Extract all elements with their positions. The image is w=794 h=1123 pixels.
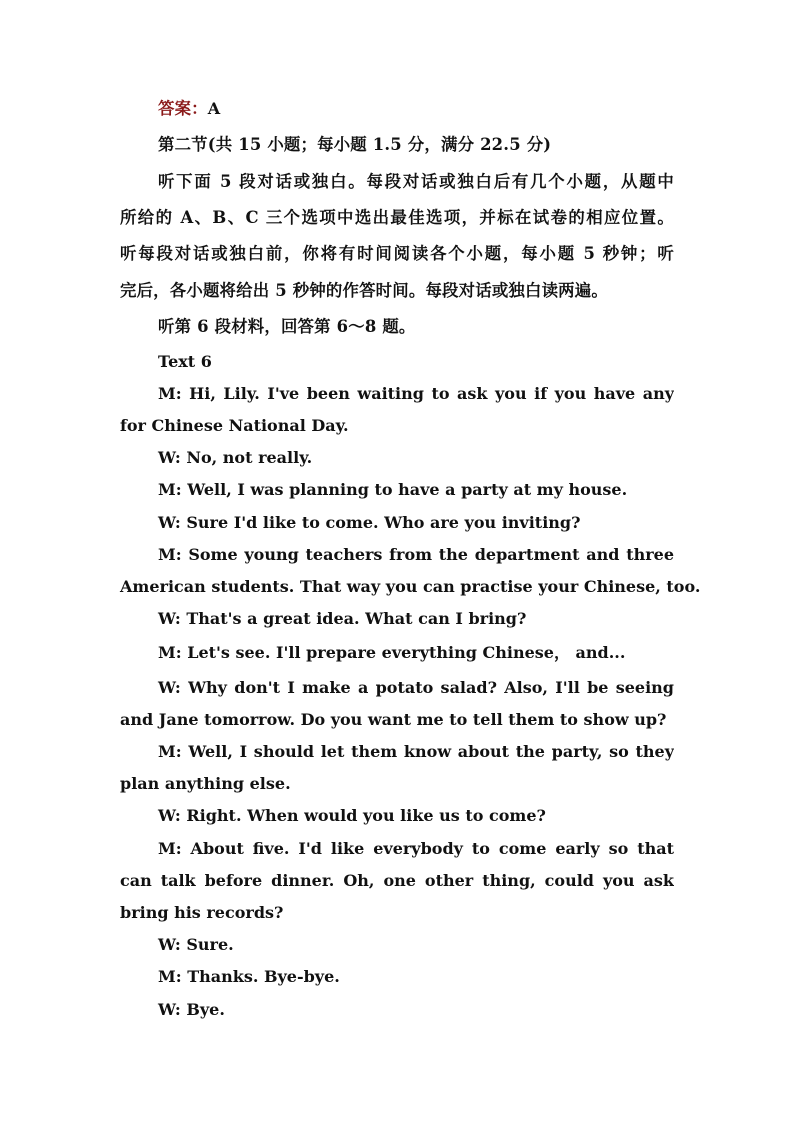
dialogue-line: plan anything else. (120, 774, 291, 793)
dialogue-line: M: About five. I'd like everybody to come early so that (158, 839, 674, 858)
instruction-line-4: 完后，各小题将给出 5 秒钟的作答时间。每段对话或独白读两遍。 (120, 281, 608, 300)
answer-label: 答案： (158, 99, 208, 118)
dialogue-line: W: Right. When would you like us to come? (158, 806, 546, 825)
section-heading: 第二节(共 15 小题；每小题 1.5 分，满分 22.5 分) (158, 135, 552, 154)
dialogue-line: and Jane tomorrow. Do you want me to tell them to show up? (120, 710, 667, 729)
dialogue-line: W: That's a great idea. What can I bring? (158, 609, 527, 628)
dialogue-line: for Chinese National Day. (120, 416, 349, 435)
answer-value: A (207, 99, 221, 118)
dialogue-line: W: No, not really. (158, 448, 313, 467)
dialogue-line: W: Why don't I make a potato salad? Also, I'll be seeing (158, 678, 674, 697)
dialogue-line: can talk before dinner. Oh, one other thing, could you ask (120, 871, 674, 890)
dialogue-line: M: Hi, Lily. I've been waiting to ask you if you have any (158, 384, 674, 403)
instruction-line-1: 听下面 5 段对话或独白。每段对话或独白后有几个小题，从题中 (158, 172, 674, 191)
dialogue-line: W: Sure I'd like to come. Who are you inviting? (158, 513, 581, 532)
instruction-line-3: 听每段对话或独白前，你将有时间阅读各个小题，每小题 5 秒钟；听 (120, 244, 674, 263)
text-title: Text 6 (158, 352, 212, 371)
answer-line (120, 98, 674, 120)
instruction-line-2: 所给的 A、B、C 三个选项中选出最佳选项，并标在试卷的相应位置。 (120, 208, 674, 227)
dialogue-line: M: Thanks. Bye-bye. (158, 967, 340, 986)
material-note: 听第 6 段材料，回答第 6～8 题。 (158, 317, 416, 336)
dialogue-line: M: Well, I was planning to have a party at my house. (158, 480, 628, 499)
dialogue-line: American students. That way you can practise your Chinese, too. (120, 577, 701, 596)
dialogue-line: W: Bye. (158, 1000, 225, 1019)
dialogue-line: M: Well, I should let them know about the party, so they (158, 742, 674, 761)
dialogue-line: bring his records? (120, 903, 284, 922)
dialogue-line: M: Some young teachers from the department and three (158, 545, 674, 564)
dialogue-line: M: Let's see. I'll prepare everything Chinese， and... (158, 643, 626, 662)
dialogue-line: W: Sure. (158, 935, 234, 954)
